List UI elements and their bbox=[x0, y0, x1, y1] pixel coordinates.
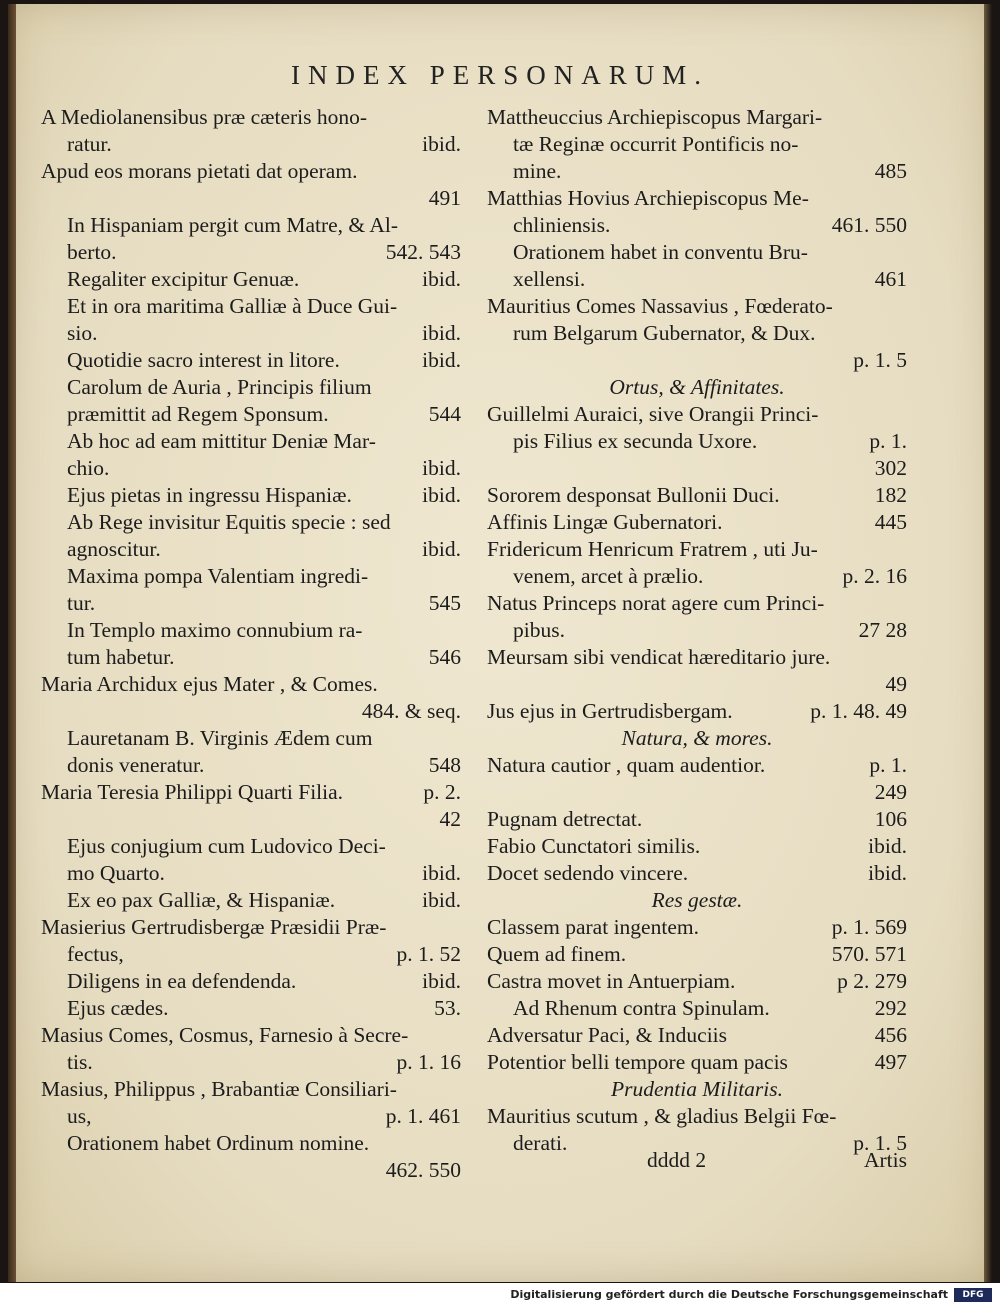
index-entry-text: Masius Comes, Cosmus, Farnesio à Secre- bbox=[41, 1023, 409, 1047]
index-entry-text: Classem parat ingentem. bbox=[487, 915, 699, 939]
index-line bbox=[487, 968, 907, 995]
index-line bbox=[487, 509, 907, 536]
index-entry-text: Jus ejus in Gertrudisbergam. bbox=[487, 699, 733, 723]
index-line bbox=[487, 914, 907, 941]
index-line bbox=[487, 1049, 907, 1076]
index-entry-text: Fabio Cunctatori similis. bbox=[487, 834, 701, 858]
index-line bbox=[41, 1103, 461, 1130]
page-reference: 456 bbox=[874, 1023, 907, 1047]
page-reference: 182 bbox=[874, 483, 907, 507]
page-reference: ibid. bbox=[422, 456, 461, 480]
page-reference: 461. 550 bbox=[831, 213, 907, 237]
catchword: Artis bbox=[864, 1148, 907, 1172]
index-line bbox=[41, 482, 461, 509]
page-reference: p. 1. 569 bbox=[831, 915, 907, 939]
index-entry-text: Orationem habet in conventu Bru- bbox=[513, 240, 808, 264]
index-line bbox=[41, 239, 461, 266]
index-line bbox=[41, 563, 461, 590]
index-entry-text: Apud eos morans pietati dat operam. bbox=[41, 159, 358, 183]
index-entry-text: Ex eo pax Galliæ, & Hispaniæ. bbox=[67, 888, 336, 912]
index-entry-text: Quotidie sacro interest in litore. bbox=[67, 348, 340, 372]
index-line bbox=[41, 644, 461, 671]
index-entry-text: Ejus conjugium cum Ludovico Deci- bbox=[67, 834, 386, 858]
index-entry-text: derati. bbox=[513, 1131, 568, 1155]
index-entry-text: pis Filius ex secunda Uxore. bbox=[513, 429, 758, 453]
index-entry-text: Ejus pietas in ingressu Hispaniæ. bbox=[67, 483, 352, 507]
index-entry-text: donis veneratur. bbox=[67, 753, 205, 777]
index-line bbox=[487, 1103, 907, 1130]
index-subheading: Res gestæ. bbox=[651, 888, 743, 912]
index-entry-text: Castra movet in Antuerpiam. bbox=[487, 969, 736, 993]
index-line bbox=[487, 347, 907, 374]
book-page bbox=[8, 4, 992, 1282]
index-entry-text: tur. bbox=[67, 591, 96, 615]
index-entry-text: fectus, bbox=[67, 942, 124, 966]
index-line bbox=[41, 428, 461, 455]
index-line bbox=[41, 374, 461, 401]
index-entry-text: Pugnam detrectat. bbox=[487, 807, 643, 831]
index-entry-text: Ab hoc ad eam mittitur Deniæ Mar- bbox=[67, 429, 376, 453]
index-entry-text: mo Quarto. bbox=[67, 861, 165, 885]
index-entry-text: Carolum de Auria , Principis filium bbox=[67, 375, 372, 399]
index-entry-text: Matthias Hovius Archiepiscopus Me- bbox=[487, 186, 809, 210]
index-entry-text: chio. bbox=[67, 456, 110, 480]
page-reference: ibid. bbox=[422, 861, 461, 885]
index-entry-text: Regaliter excipitur Genuæ. bbox=[67, 267, 300, 291]
page-reference: 546 bbox=[428, 645, 461, 669]
index-line bbox=[41, 158, 461, 185]
page-reference: ibid. bbox=[422, 483, 461, 507]
page-reference: p. 2. bbox=[423, 780, 461, 804]
index-entry-text: Quem ad finem. bbox=[487, 942, 627, 966]
index-line bbox=[41, 995, 461, 1022]
index-line bbox=[487, 185, 907, 212]
index-subheading: Natura, & mores. bbox=[621, 726, 773, 750]
index-entry-text: Guillelmi Auraici, sive Orangii Princi- bbox=[487, 402, 819, 426]
dfg-logo: DFG bbox=[954, 1288, 992, 1302]
page-reference: 485 bbox=[874, 159, 907, 183]
index-line bbox=[41, 401, 461, 428]
index-line bbox=[487, 131, 907, 158]
index-line bbox=[41, 1157, 461, 1184]
index-line bbox=[41, 914, 461, 941]
page-reference: 27 28 bbox=[858, 618, 907, 642]
index-entry-text: Mauritius scutum , & gladius Belgii Fœ- bbox=[487, 1104, 837, 1128]
index-line bbox=[41, 293, 461, 320]
page-reference: ibid. bbox=[422, 969, 461, 993]
index-line bbox=[487, 239, 907, 266]
page-reference: 548 bbox=[428, 753, 461, 777]
index-line bbox=[41, 455, 461, 482]
index-line bbox=[41, 347, 461, 374]
page-reference: ibid. bbox=[868, 834, 907, 858]
index-entry-text: agnoscitur. bbox=[67, 537, 161, 561]
index-line bbox=[487, 833, 907, 860]
index-line bbox=[41, 860, 461, 887]
index-entry-text: Et in ora maritima Galliæ à Duce Gui- bbox=[67, 294, 398, 318]
index-entry-text: Lauretanam B. Virginis Ædem cum bbox=[67, 726, 373, 750]
index-line bbox=[487, 1022, 907, 1049]
page-reference: 445 bbox=[874, 510, 907, 534]
page-header: INDEX PERSONARUM. bbox=[290, 60, 710, 90]
index-entry-text: Masius, Philippus , Brabantiæ Consiliari- bbox=[41, 1077, 397, 1101]
index-entry-text: Natus Princeps norat agere cum Princi- bbox=[487, 591, 825, 615]
index-entry-text: In Hispaniam pergit cum Matre, & Al- bbox=[67, 213, 398, 237]
index-entry-text: Mattheuccius Archiepiscopus Margari- bbox=[487, 105, 823, 129]
index-line bbox=[41, 752, 461, 779]
book-spine bbox=[8, 4, 16, 1282]
index-entry-text: Ejus cædes. bbox=[67, 996, 169, 1020]
index-line bbox=[487, 536, 907, 563]
page-reference: p. 2. 16 bbox=[842, 564, 907, 588]
index-line bbox=[41, 887, 461, 914]
catchline bbox=[487, 1148, 907, 1173]
signature-mark: dddd 2 bbox=[647, 1148, 707, 1172]
index-entry-text: Potentior belli tempore quam pacis bbox=[487, 1050, 788, 1074]
page-reference: 302 bbox=[874, 456, 907, 480]
index-line bbox=[487, 779, 907, 806]
index-line bbox=[487, 752, 907, 779]
footer-credit: Digitalisierung gefördert durch die Deutsche Forschungsgemeinschaft bbox=[510, 1288, 948, 1301]
page-reference: 462. 550 bbox=[385, 1158, 461, 1182]
index-line bbox=[41, 266, 461, 293]
page-reference: p. 1. bbox=[869, 753, 907, 777]
page-reference: ibid. bbox=[422, 537, 461, 561]
index-entry-text: us, bbox=[67, 1104, 92, 1128]
index-line bbox=[41, 1130, 461, 1157]
index-entry-text: In Templo maximo connubium ra- bbox=[67, 618, 363, 642]
page-reference: 49 bbox=[885, 672, 907, 696]
index-line bbox=[487, 320, 907, 347]
index-entry-text: Mauritius Comes Nassavius , Fœderato- bbox=[487, 294, 833, 318]
page-reference: 542. 543 bbox=[385, 240, 461, 264]
index-entry-text: tæ Reginæ occurrit Pontificis no- bbox=[513, 132, 799, 156]
index-line bbox=[41, 617, 461, 644]
index-entry-text: Masierius Gertrudisbergæ Præsidii Præ- bbox=[41, 915, 387, 939]
index-entry-text: Natura cautior , quam audentior. bbox=[487, 753, 766, 777]
page-reference: ibid. bbox=[422, 267, 461, 291]
index-entry-text: rum Belgarum Gubernator, & Dux. bbox=[513, 321, 816, 345]
index-line bbox=[41, 968, 461, 995]
index-line bbox=[41, 590, 461, 617]
index-line bbox=[487, 590, 907, 617]
page-reference: 545 bbox=[428, 591, 461, 615]
index-entry-text: Ad Rhenum contra Spinulam. bbox=[513, 996, 770, 1020]
index-line bbox=[41, 104, 461, 131]
index-line bbox=[487, 266, 907, 293]
index-line bbox=[487, 941, 907, 968]
footer-bar bbox=[0, 1283, 1000, 1307]
index-entry-text: Maria Teresia Philippi Quarti Filia. bbox=[41, 780, 344, 804]
index-line bbox=[487, 104, 907, 131]
index-entry-text: præmittit ad Regem Sponsum. bbox=[67, 402, 329, 426]
index-line bbox=[41, 671, 461, 698]
page-reference: 42 bbox=[439, 807, 461, 831]
page-reference: 497 bbox=[874, 1050, 907, 1074]
index-entry-text: tis. bbox=[67, 1050, 93, 1074]
index-entry-text: tum habetur. bbox=[67, 645, 175, 669]
index-line bbox=[487, 617, 907, 644]
index-line bbox=[487, 212, 907, 239]
page-reference: ibid. bbox=[422, 888, 461, 912]
index-line bbox=[41, 806, 461, 833]
index-entry-text: Diligens in ea defendenda. bbox=[67, 969, 297, 993]
index-entry-text: Fridericum Henricum Fratrem , uti Ju- bbox=[487, 537, 818, 561]
index-line bbox=[487, 293, 907, 320]
page-reference: p. 1. bbox=[869, 429, 907, 453]
index-line bbox=[41, 725, 461, 752]
page-reference: 544 bbox=[428, 402, 461, 426]
index-entry-text: Maria Archidux ejus Mater , & Comes. bbox=[41, 672, 378, 696]
index-entry-text: berto. bbox=[67, 240, 117, 264]
index-line bbox=[487, 995, 907, 1022]
index-line bbox=[487, 455, 907, 482]
index-entry-text: Orationem habet Ordinum nomine. bbox=[67, 1131, 370, 1155]
index-entry-text: Adversatur Paci, & Induciis bbox=[487, 1023, 728, 1047]
index-line bbox=[41, 320, 461, 347]
page-reference: p. 1. 5 bbox=[853, 1131, 907, 1155]
index-entry-text: pibus. bbox=[513, 618, 565, 642]
index-line bbox=[487, 428, 907, 455]
index-subheading: Ortus, & Affinitates. bbox=[609, 375, 785, 399]
page-reference: p 2. 279 bbox=[837, 969, 907, 993]
index-entry-text: xellensi. bbox=[513, 267, 586, 291]
index-line bbox=[41, 509, 461, 536]
page-reference: p. 1. 5 bbox=[853, 348, 907, 372]
page-edge bbox=[984, 4, 992, 1282]
index-line bbox=[41, 1076, 461, 1103]
index-line bbox=[487, 860, 907, 887]
page-reference: ibid. bbox=[868, 861, 907, 885]
index-entry-text: A Mediolanensibus præ cæteris hono- bbox=[41, 105, 368, 129]
index-entry-text: Meursam sibi vendicat hæreditario jure. bbox=[487, 645, 831, 669]
page-reference: p. 1. 16 bbox=[396, 1050, 461, 1074]
index-line bbox=[487, 806, 907, 833]
index-line bbox=[41, 536, 461, 563]
index-line bbox=[487, 158, 907, 185]
index-entry-text: Docet sedendo vincere. bbox=[487, 861, 689, 885]
page-reference: 491 bbox=[428, 186, 461, 210]
index-line bbox=[487, 401, 907, 428]
index-column-right bbox=[487, 104, 907, 1157]
index-line bbox=[41, 779, 461, 806]
page-reference: 484. & seq. bbox=[361, 699, 461, 723]
index-line bbox=[41, 1022, 461, 1049]
index-line bbox=[487, 482, 907, 509]
index-line bbox=[41, 1049, 461, 1076]
page-reference: ibid. bbox=[422, 132, 461, 156]
page-reference: 53. bbox=[434, 996, 461, 1020]
page-reference: 461 bbox=[874, 267, 907, 291]
index-entry-text: Maxima pompa Valentiam ingredi- bbox=[67, 564, 369, 588]
index-entry-text: venem, arcet à prælio. bbox=[513, 564, 704, 588]
index-line bbox=[487, 644, 907, 671]
index-line bbox=[487, 563, 907, 590]
page-reference: 249 bbox=[874, 780, 907, 804]
page-reference: p. 1. 461 bbox=[385, 1104, 461, 1128]
index-entry-text: Affinis Lingæ Gubernatori. bbox=[487, 510, 723, 534]
page-reference: 570. 571 bbox=[831, 942, 907, 966]
page-reference: 106 bbox=[874, 807, 907, 831]
page-reference: 292 bbox=[874, 996, 907, 1020]
index-entry-text: chliniensis. bbox=[513, 213, 611, 237]
index-entry-text: Ab Rege invisitur Equitis specie : sed bbox=[67, 510, 391, 534]
index-subheading: Prudentia Militaris. bbox=[611, 1077, 783, 1101]
index-line bbox=[41, 833, 461, 860]
index-line bbox=[41, 941, 461, 968]
index-line bbox=[41, 212, 461, 239]
index-entry-text: ratur. bbox=[67, 132, 112, 156]
page-reference: ibid. bbox=[422, 348, 461, 372]
index-column-left bbox=[41, 104, 461, 1184]
index-line bbox=[487, 698, 907, 725]
page-reference: p. 1. 52 bbox=[396, 942, 461, 966]
index-line bbox=[487, 671, 907, 698]
index-line bbox=[41, 185, 461, 212]
index-entry-text: Sororem desponsat Bullonii Duci. bbox=[487, 483, 780, 507]
index-entry-text: sio. bbox=[67, 321, 98, 345]
page-reference: p. 1. 48. 49 bbox=[810, 699, 907, 723]
index-line bbox=[41, 698, 461, 725]
index-line bbox=[41, 131, 461, 158]
page-reference: ibid. bbox=[422, 321, 461, 345]
index-entry-text: mine. bbox=[513, 159, 562, 183]
